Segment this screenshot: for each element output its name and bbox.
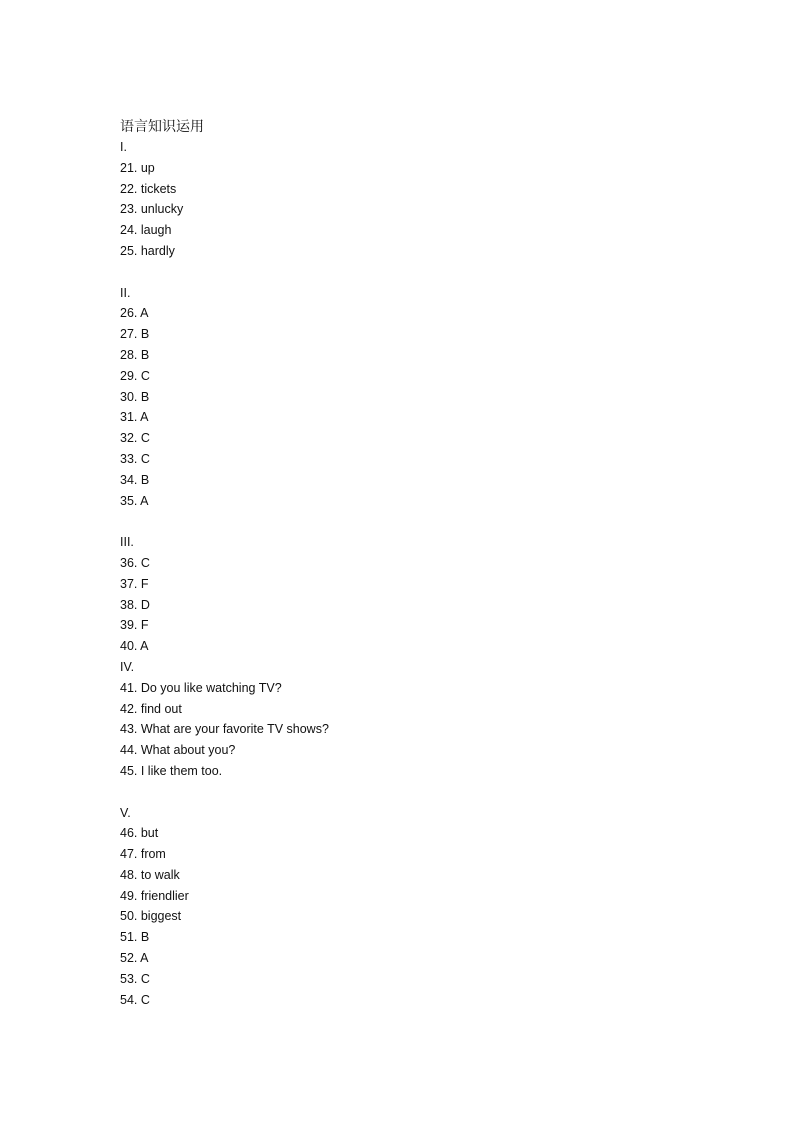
- answer-31: 31. A: [120, 410, 149, 425]
- answer-22: 22. tickets: [120, 181, 177, 196]
- page-title: 语言知识运用: [120, 119, 204, 135]
- answer-38: 38. D: [120, 597, 150, 612]
- answer-54: 54. C: [120, 992, 150, 1007]
- answer-37: 37. F: [120, 576, 149, 591]
- section-heading-i: I.: [120, 140, 127, 154]
- answer-21: 21. up: [120, 160, 155, 175]
- answer-43: 43. What are your favorite TV shows?: [120, 722, 329, 737]
- answer-35: 35. A: [120, 493, 149, 508]
- blank-line: [120, 511, 720, 532]
- answer-33: 33. C: [120, 451, 150, 466]
- answer-24: 24. laugh: [120, 223, 172, 238]
- answer-44: 44. What about you?: [120, 743, 236, 758]
- answer-30: 30. B: [120, 389, 150, 404]
- answer-36: 36. C: [120, 555, 150, 570]
- answer-26: 26. A: [120, 306, 149, 321]
- answer-40: 40. A: [120, 639, 149, 654]
- answer-41: 41. Do you like watching TV?: [120, 680, 282, 695]
- answer-32: 32. C: [120, 431, 150, 446]
- answer-52: 52. A: [120, 951, 149, 966]
- answer-48: 48. to walk: [120, 867, 180, 882]
- answer-34: 34. B: [120, 472, 150, 487]
- answer-47: 47. from: [120, 847, 166, 862]
- answer-29: 29. C: [120, 368, 150, 383]
- answer-key-page: [120, 117, 720, 1010]
- answer-39: 39. F: [120, 618, 149, 633]
- answer-23: 23. unlucky: [120, 202, 184, 217]
- answer-45: 45. I like them too.: [120, 763, 223, 778]
- answer-50: 50. biggest: [120, 909, 182, 924]
- section-heading-iii: III.: [120, 535, 134, 550]
- answer-46: 46. but: [120, 826, 159, 841]
- blank-line: [120, 262, 720, 283]
- answer-27: 27. B: [120, 327, 150, 342]
- section-heading-iv: IV.: [120, 659, 135, 674]
- answer-49: 49. friendlier: [120, 888, 189, 903]
- answer-51: 51. B: [120, 930, 150, 945]
- blank-line: [120, 782, 720, 803]
- answer-53: 53. C: [120, 971, 150, 986]
- answer-28: 28. B: [120, 347, 150, 362]
- answer-42: 42. find out: [120, 701, 182, 716]
- section-heading-v: V.: [120, 805, 131, 820]
- answer-25: 25. hardly: [120, 243, 175, 258]
- section-heading-ii: II.: [120, 285, 131, 300]
